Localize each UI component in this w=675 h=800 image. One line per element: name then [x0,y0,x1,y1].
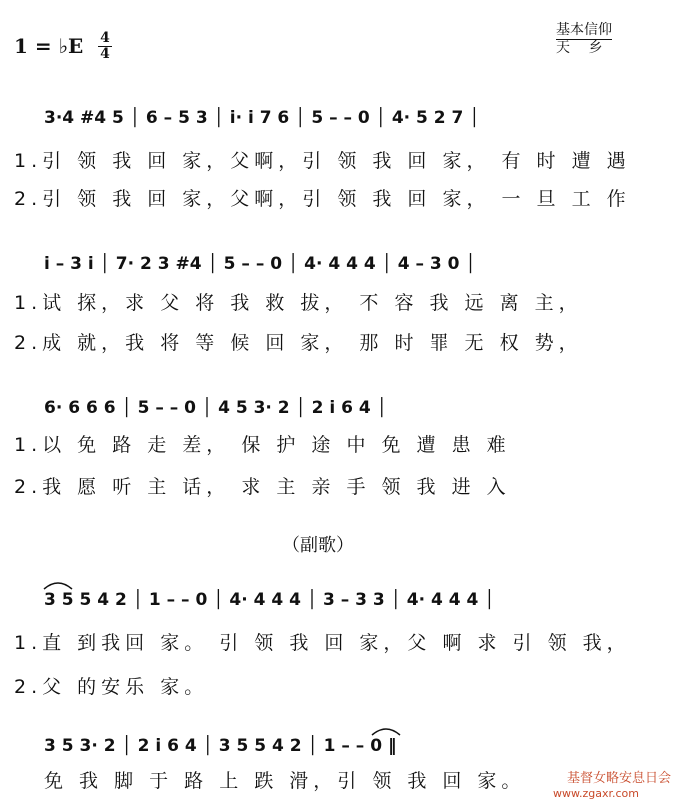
time-signature [94,31,116,62]
slur-mark [42,580,74,590]
time-signature-top: 4 [100,30,110,46]
lyric-row-1-verse-1: 1.引 领 我 回 家，父啊，引 领 我 回 家， 有 时 遭 遇 [14,150,631,172]
notation-row-3: 6· 6 6 6 │ 5 – – 0 │ 4 5 3· 2 │ 2 i 6 4 │ [44,398,387,418]
credits [556,22,612,57]
lyric-row-5: 免 我 脚 于 路 上 跌 滑，引 领 我 回 家。 [44,770,526,792]
notation-row-2: i – 3 i │ 7· 2 3 #4 │ 5 – – 0 │ 4· 4 4 4 │ 4 – 3 0 │ [44,254,476,274]
lyric-row-3-verse-1: 1.以 免 路 走 差， 保 护 途 中 免 遭 患 难 [14,434,511,456]
key-signature: 1 = ♭E [14,34,84,58]
time-signature-bottom: 4 [100,46,110,62]
lyric-row-4-verse-1: 1.直 到我回 家。 引 领 我 回 家，父 啊 求 引 领 我， [14,632,631,654]
lyric-row-2-verse-2: 2.成 就，我 将 等 候 回 家， 那 时 罪 无 权 势， [14,332,583,354]
credit-line-2: 天 乡 [556,40,603,56]
slur-mark-2 [370,726,402,736]
notation-row-5: 3 5 3· 2 │ 2 i 6 4 │ 3 5 5 4 2 │ 1 – – 0 ‖ [44,736,397,756]
notation-row-1: 3·4 #4 5 │ 6 – 5 3 │ i· i 7 6 │ 5 – – 0 │ 4· 5 2 7 │ [44,108,480,128]
lyric-row-2-verse-1: 1.试 探，求 父 将 我 救 拔， 不 容 我 远 离 主， [14,292,583,314]
notation-row-4: 3 5 5 4 2 │ 1 – – 0 │ 4· 4 4 4 │ 3 – 3 3 │ 4· 4 4 4 │ [44,590,495,610]
chorus-label: （副歌） [282,535,354,556]
credit-line-1: 基本信仰 [556,22,612,38]
lyric-row-4-verse-2: 2.父 的安乐 家。 [14,676,209,698]
watermark-url: www.zgaxr.com [553,787,639,800]
lyric-row-3-verse-2: 2.我 愿 听 主 话， 求 主 亲 手 领 我 进 入 [14,476,511,498]
watermark-text: 基督女略安息日会 [566,771,671,786]
lyric-row-1-verse-2: 2.引 领 我 回 家，父啊，引 领 我 回 家， 一 旦 工 作 [14,188,631,210]
